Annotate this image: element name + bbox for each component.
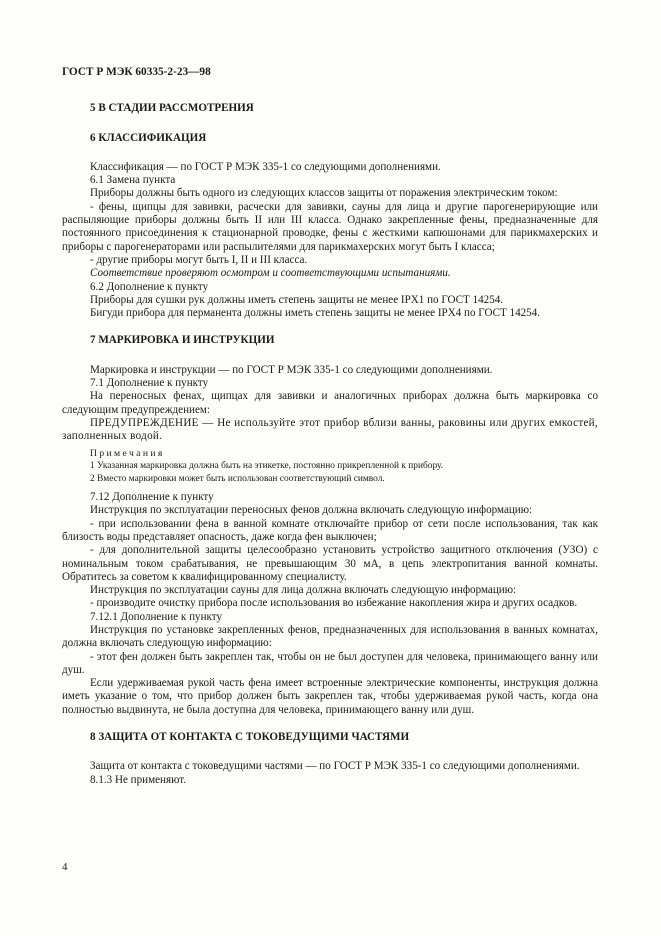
document-header: ГОСТ Р МЭК 60335-2-23—98 — [62, 66, 211, 78]
page-number: 4 — [62, 861, 68, 873]
page-body — [62, 66, 598, 787]
paragraph: На переносных фенах, щипцах для завивки и аналогичных приборах должна быть маркировка со следующим предупреждением: — [62, 390, 598, 416]
clause-heading: 7.12 Дополнение к пункту — [90, 491, 214, 504]
clause-heading: 7.1 Дополнение к пункту — [90, 377, 209, 390]
section-8-title: 8 ЗАЩИТА ОТ КОНТАКТА С ТОКОВЕДУЩИМИ ЧАСТЯМИ — [90, 731, 410, 744]
clause-heading: 8.1.3 Не применяют. — [90, 773, 187, 786]
clause-heading: 6.2 Дополнение к пункту — [90, 280, 209, 293]
paragraph: Приборы для сушки рук должны иметь степень защиты не менее IPX1 по ГОСТ 14254. — [90, 293, 504, 306]
list-item: - для дополнительной защиты целесообразно установить устройство защитного отключения (УЗО) с номинальным током срабатывания, не превышающим 30 мА, в цепь электропитания ванной комнаты. Обратитесь за советом к квалифицированному специалисту. — [62, 544, 598, 583]
list-item: - производите очистку прибора после использования во избежание накопления жира и других осадков. — [90, 597, 578, 610]
paragraph: Классификация — по ГОСТ Р МЭК 335-1 со следующими дополнениями. — [90, 160, 441, 173]
section-6-title: 6 КЛАССИФИКАЦИЯ — [90, 131, 207, 144]
list-item: - фены, щипцы для завивки, расчески для завивки, сауны для лица и другие парогенерирующие или распыляющие приборы должны быть II или III класса. Однако закрепленные фены, предназначенные для постоянного присоединения к стационарной проводке, фены с жесткими капюшонами для парикмахерских и приборы с парогенераторами или распылителями для парикмахерских могут быть I класса; — [62, 200, 598, 253]
section-5-title: 5 В СТАДИИ РАССМОТРЕНИЯ — [90, 102, 254, 115]
warning-text: ПРЕДУПРЕЖДЕНИЕ — Не используйте этот прибор вблизи ванны, раковины или других емкостей, заполненных водой. — [62, 416, 598, 443]
section-7-title: 7 МАРКИРОВКА И ИНСТРУКЦИИ — [90, 334, 275, 347]
list-item: - при использовании фена в ванной комнате отключайте прибор от сети после использования, так как близость воды представляет опасность, даже когда фен выключен; — [62, 517, 598, 543]
compliance-note: Соответствие проверяют осмотром и соответствующими испытаниями. — [90, 267, 451, 280]
paragraph: Если удерживаемая рукой часть фена имеет встроенные электрические компоненты, инструкция должна иметь указание о том, что прибор должен быть закреплен так, чтобы удерживаемая рукой часть, когда она полностью выдвинута, не была доступна для человека, принимающего ванну или душ. — [62, 677, 598, 716]
note: 1 Указанная маркировка должна быть на этикетке, постоянно прикрепленной к прибору. — [90, 461, 444, 472]
clause-heading: 7.12.1 Дополнение к пункту — [90, 610, 223, 623]
paragraph: Инструкция по эксплуатации переносных фенов должна включать следующую информацию: — [90, 504, 533, 517]
list-item: - этот фен должен быть закреплен так, чтобы он не был доступен для человека, принимающего ванну или душ. — [62, 650, 598, 676]
paragraph: Защита от контакта с токоведущими частями — по ГОСТ Р МЭК 335-1 со следующими дополнениями. — [90, 760, 580, 773]
paragraph: Инструкция по установке закрепленных фенов, предназначенных для использования в ванных комнатах, должна включать следующую информацию: — [62, 624, 598, 650]
paragraph: Инструкция по эксплуатации сауны для лица должна включать следующую информацию: — [90, 584, 517, 597]
paragraph: Приборы должны быть одного из следующих классов защиты от поражения электрическим током: — [90, 187, 558, 200]
paragraph: Бигуди прибора для перманента должны иметь степень защиты не менее IPX4 по ГОСТ 14254. — [90, 307, 541, 320]
clause-heading: 6.1 Замена пункта — [90, 174, 176, 187]
notes-heading: Примечания — [90, 447, 165, 459]
list-item: - другие приборы могут быть I, II и III класса. — [90, 253, 308, 266]
note: 2 Вместо маркировки может быть использован соответствующий символ. — [90, 473, 385, 484]
paragraph: Маркировка и инструкции — по ГОСТ Р МЭК 335-1 со следующими дополнениями. — [90, 363, 493, 376]
